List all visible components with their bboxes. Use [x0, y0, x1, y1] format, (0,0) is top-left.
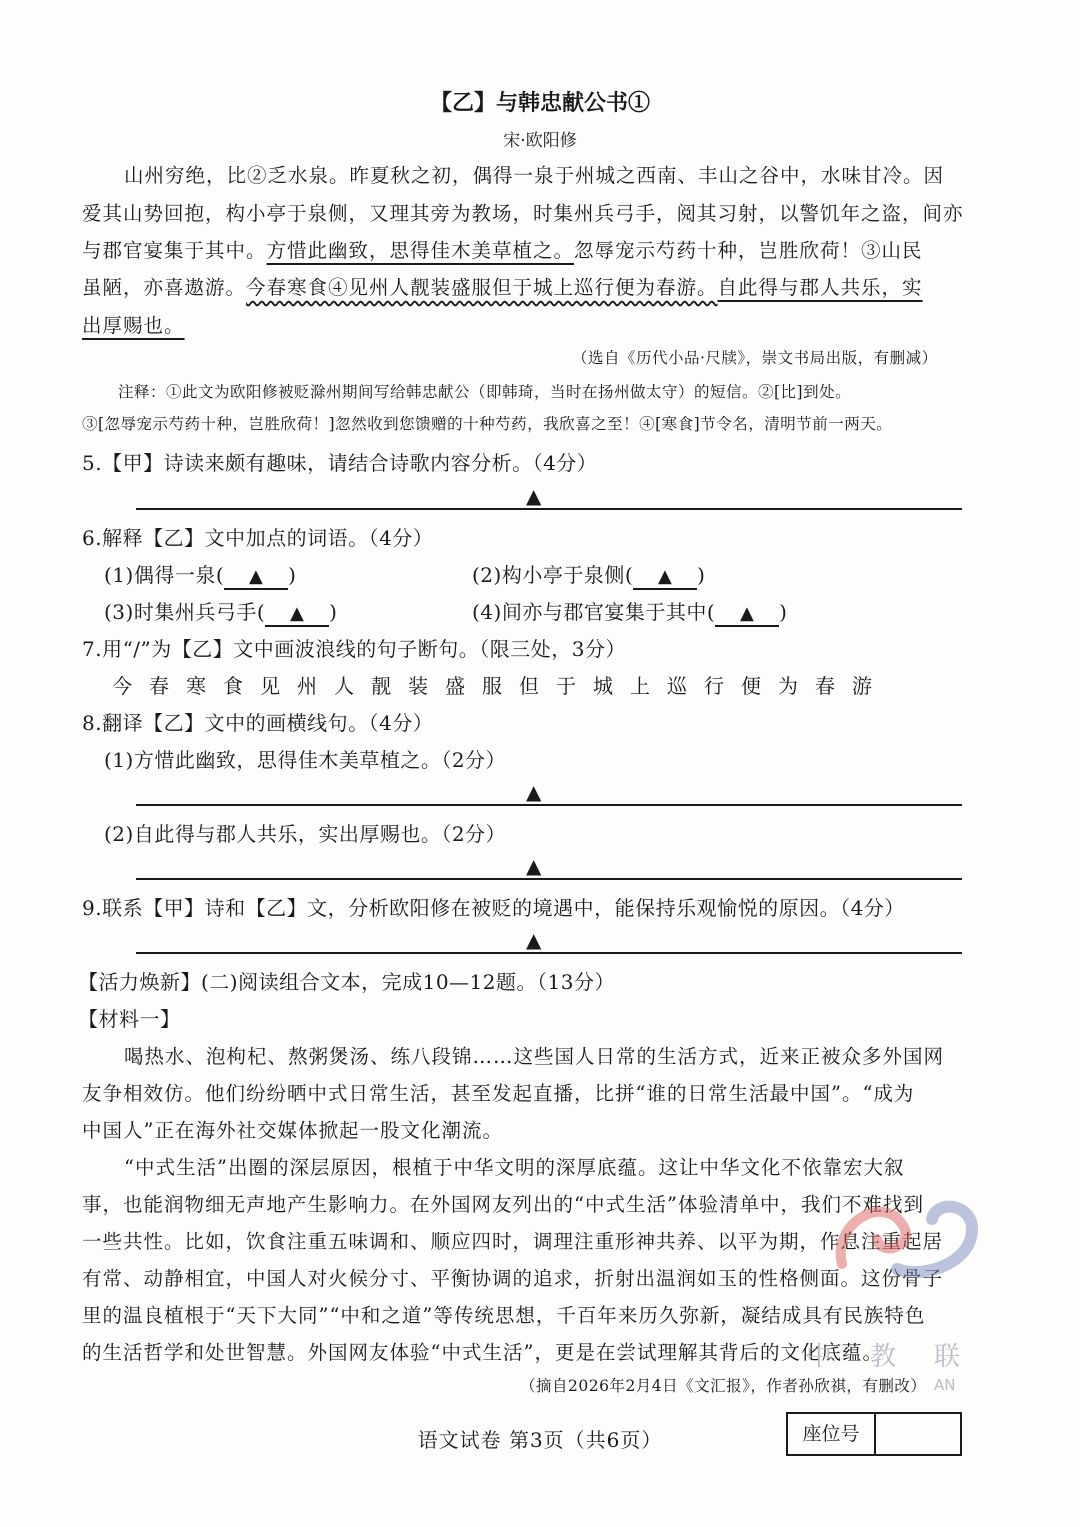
answer-line-5[interactable]	[136, 508, 962, 510]
answer-blank-6-2[interactable]: ▲	[633, 566, 697, 590]
watermark-logo-icon	[822, 1184, 992, 1294]
material-1-p2-line-4: 有常、动静相宜，中国人对火候分寸、平衡协调的追求，折射出温润如玉的性格侧面。这份骨子	[82, 1267, 944, 1290]
question-8: 8.翻译【乙】文中的画横线句。（4分）	[82, 711, 434, 735]
answer-mark-5: ▲	[526, 484, 542, 508]
material-1-label: 【材料一】	[78, 1007, 181, 1031]
question-6: 6.解释【乙】文中加点的词语。（4分）	[82, 526, 434, 550]
material-1-p1-line-3: 中国人”正在海外社交媒体掀起一股文化潮流。	[82, 1119, 503, 1142]
material-1-p1-line-2: 友争相效仿。他们纷纷晒中式日常生活，甚至发起直播，比拼“谁的日常生活最中国”。“成为	[82, 1082, 915, 1105]
passage-line-1: 山州穷绝，比②乏水泉。昨夏秋之初，偶得一泉于州城之西南、丰山之谷中，水味甘冷。因	[124, 164, 945, 187]
answer-line-8-1[interactable]	[136, 804, 962, 806]
watermark-text: 中教联	[806, 1342, 999, 1372]
question-6-4: (4)间亦与郡官宴集于其中( ▲ )	[472, 596, 787, 627]
note-2: ③[忽辱宠示芍药十种，岂胜欣荷！]忽然收到您馈赠的十种芍药，我欣喜之至！④[寒食]节令名，清明节前一两天。	[82, 415, 893, 433]
answer-line-8-2[interactable]	[136, 878, 962, 880]
material-1-p2-line-1: “中式生活”出圈的深层原因，根植于中华文明的深厚底蕴。这让中华文化不依靠宏大叙	[124, 1156, 905, 1179]
watermark-subtext: AN	[934, 1376, 956, 1394]
note-1: 注释：①此文为欧阳修被贬滁州期间写给韩忠献公（即韩琦，当时在扬州做太守）的短信。②[比]到处。	[118, 383, 852, 401]
passage-line-4	[82, 272, 923, 300]
material-1-source: （摘自2026年2月4日《文汇报》，作者孙欣祺，有删改）	[520, 1377, 927, 1395]
page-footer: 语文试卷 第3页（共6页）	[417, 1428, 663, 1452]
question-7: 7.用“/”为【乙】文中画波浪线的句子断句。（限三处，3分）	[82, 637, 626, 661]
question-9: 9.联系【甲】诗和【乙】文，分析欧阳修在被贬的境遇中，能保持乐观愉悦的原因。（4分）	[82, 896, 905, 920]
question-7-sentence[interactable]: 今春寒食见州人靓装盛服但于城上巡行便为春游	[112, 674, 889, 698]
passage-line-5	[82, 310, 185, 338]
question-6-3: (3)时集州兵弓手( ▲ )	[104, 596, 337, 627]
passage-line-2: 爱其山势回抱，构小亭于泉侧，又理其旁为教场，时集州兵弓手，阅其习射，以警饥年之盗，间亦	[82, 202, 964, 225]
answer-line-9[interactable]	[136, 952, 962, 954]
question-5: 5.【甲】诗读来颇有趣味，请结合诗歌内容分析。（4分）	[82, 451, 598, 475]
seat-number-box	[786, 1412, 962, 1456]
underlined-sentence-1: 方惜此幽致，思得佳木美草植之。	[266, 239, 575, 262]
material-1-p1-line-1: 喝热水、泡枸杞、熬粥煲汤、练八段锦……这些国人日常的生活方式，近来正被众多外国网	[124, 1045, 945, 1068]
passage-line-3	[82, 235, 923, 263]
question-8-1: (1)方惜此幽致，思得佳木美草植之。（2分）	[104, 748, 507, 772]
underlined-sentence-2a: 自此得与郡人共乐，实	[717, 276, 923, 299]
answer-mark-9: ▲	[526, 928, 542, 952]
section-2-heading: 【活力焕新】(二)阅读组合文本，完成10—12题。（13分）	[78, 970, 615, 994]
question-8-2: (2)自此得与郡人共乐，实出厚赐也。（2分）	[104, 822, 507, 846]
question-6-2: (2)构小亭于泉侧( ▲ )	[472, 559, 705, 590]
passage-line-4-a: 虽陋，亦喜遨游。	[82, 276, 247, 299]
passage-line-3-c: 忽辱宠示芍药十种，岂胜欣荷！③山民	[574, 239, 923, 262]
material-1-p2-line-5: 里的温良植根于“天下大同”“中和之道”等传统思想，千百年来历久弥新，凝结成具有民族特色	[82, 1304, 926, 1327]
answer-mark-8-2: ▲	[526, 854, 542, 878]
seat-number-field[interactable]	[876, 1414, 960, 1454]
wavy-sentence: 今春寒食④见州人靓装盛服但于城上巡行便为春游。	[246, 276, 718, 299]
passage-line-3-a: 与郡官宴集于其中。	[82, 239, 267, 262]
passage-author: 宋·欧阳修	[503, 131, 577, 151]
answer-blank-6-3[interactable]: ▲	[265, 603, 329, 627]
answer-blank-6-4[interactable]: ▲	[715, 603, 779, 627]
material-1-p2-line-6: 的生活哲学和处世智慧。外国网友体验“中式生活”，更是在尝试理解其背后的文化底蕴。	[82, 1341, 883, 1364]
passage-source: （选自《历代小品·尺牍》，崇文书局出版，有删减）	[572, 349, 938, 367]
material-1-p2-line-3: 一些共性。比如，饮食注重五味调和、顺应四时，调理注重形神共养、以平为期，作息注重起居	[82, 1230, 944, 1253]
passage-title: 【乙】与韩忠献公书①	[429, 90, 650, 116]
answer-blank-6-1[interactable]: ▲	[224, 566, 288, 590]
question-6-1: (1)偶得一泉( ▲ )	[104, 559, 296, 590]
seat-number-label: 座位号	[788, 1414, 876, 1454]
material-1-p2-line-2: 事，也能润物细无声地产生影响力。在外国网友列出的“中式生活”体验清单中，我们不难找到	[82, 1193, 924, 1216]
answer-mark-8-1: ▲	[526, 780, 542, 804]
underlined-sentence-2b: 出厚赐也。	[82, 314, 185, 337]
